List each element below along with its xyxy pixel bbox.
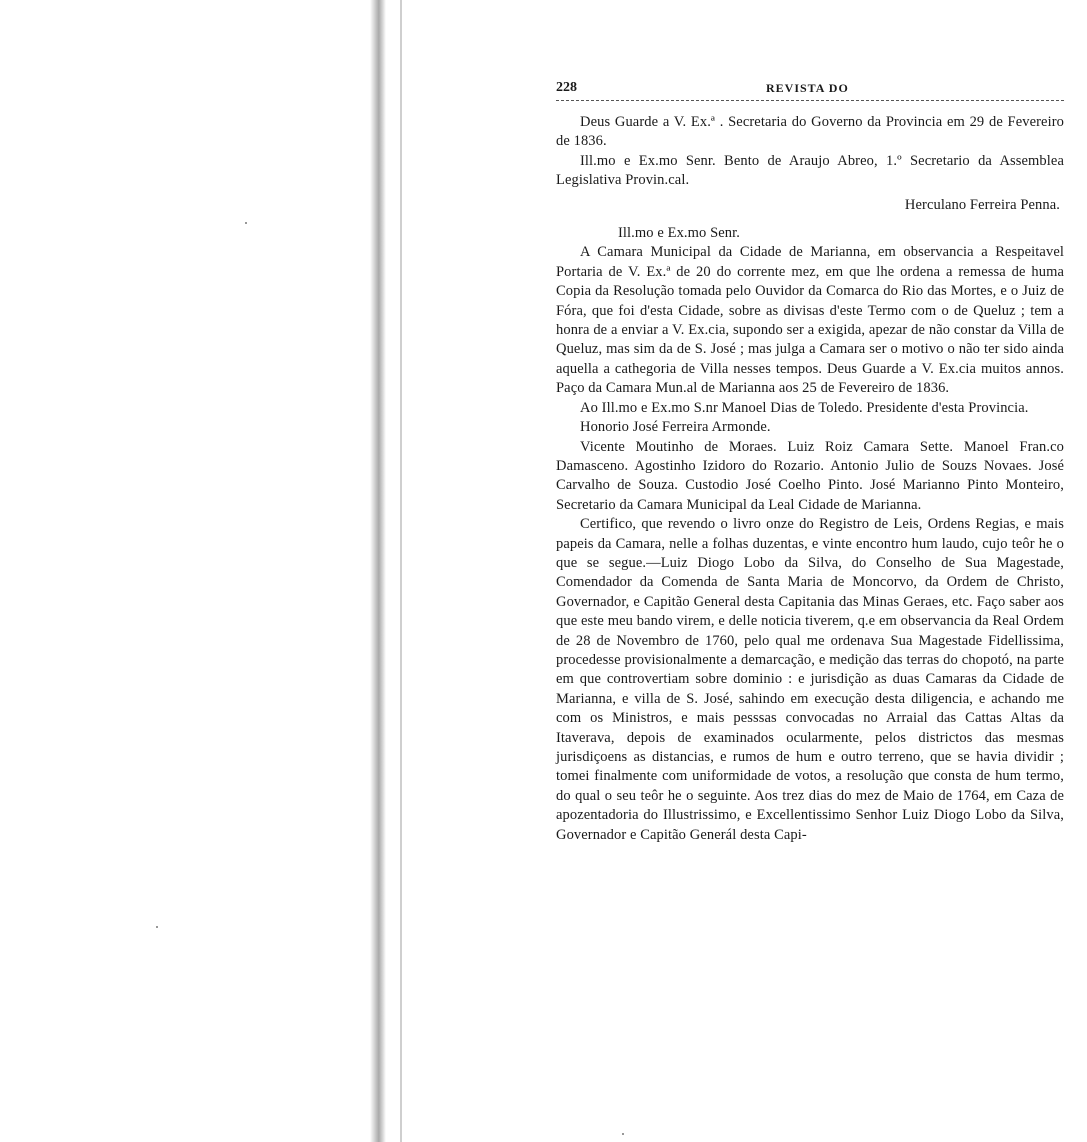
paper-speck	[622, 1133, 624, 1135]
left-blank-page	[0, 0, 400, 1142]
paper-speck	[245, 222, 247, 224]
right-page	[556, 78, 1064, 845]
paragraph-certificate: Certifico, que revendo o livro onze do Registro de Leis, Ordens Regias, e mais papeis da Camara, nelle a folhas duzentas, e vinte encontro hum laudo, cujo teôr he o que se segue.—Luiz Diogo Lobo da Silva, do Conselho de Sua Magestade, Comendador da Comenda de Santa Maria de Moncorvo, da Ordem de Christo, Governador, e Capitão General desta Capitania das Minas Geraes, etc. Faço saber aos que este meu bando virem, e delle noticia tiverem, q.e em observancia da Real Ordem de 28 de Novembro de 1760, pelo qual me ordenava Sua Magestade Fidellissima, procedesse provisionalmente a demarcação, e medição das terras do chopotó, na parte em que controvertiam sobre dominio : e jurisdição as duas Camaras da Cidade de Marianna, e villa de S. José, sahindo em execução desta diligencia, e achando me com os Ministros, e mais pesssas convocadas no Arraial das Cattas Altas da Itaverava, depois de examinados ocularmente, pelos districtos das mesmas jurisdiçoens as distancias, e rumos de hum e outro terreno, que se havia dividir ; tomei finalmente com uniformidade de votos, a resolução que consta de hum termo, do qual o seu teôr he o seguinte. Aos trez dias do mez de Maio de 1764, em Caza de apozentadoria do Illustrissimo, e Excellentissimo Senhor Luiz Diogo Lobo da Silva, Governador e Capitão Generál desta Capi-	[556, 516, 1064, 843]
journal-title: REVISTA DO	[766, 81, 849, 95]
paragraph-camara-letter: A Camara Municipal da Cidade de Marianna, em observancia a Respeitavel Portaria de V. Ex.ª de 20 do corrente mez, em que lhe ordena a remessa de huma Copia da Resolução tomada pelo Ouvidor da Comarca do Rio das Mortes, e o Juiz de Fóra, que foi d'esta Cidade, sobre as divisas d'este Termo com o de Queluz ; tem a honra de a enviar a V. Ex.cia, supondo ser a exigida, apezar de não constar da Villa de Queluz, mas sim da de S. José ; mas julga a Camara ser o motivo o não ter sido ainda aquella a cathegoria de Villa nesses tempos. Deus Guarde a V. Ex.cia muitos annos. Paço da Camara Mun.al de Marianna aos 25 de Fevereiro de 1836.	[556, 244, 1064, 397]
paragraph-signatories: Vicente Moutinho de Moraes. Luiz Roiz Camara Sette. Manoel Fran.co Damasceno. Agostinho Izidoro do Rozario. Antonio Julio de Souzs Novaes. José Carvalho de Souza. Custodio José Coelho Pinto. José Marianno Pinto Monteiro, Secretario da Camara Municipal da Leal Cidade de Marianna.	[556, 438, 1064, 513]
signature-herculano: Herculano Ferreira Penna.	[904, 196, 1060, 213]
paragraph-addressee-toledo: Ao Ill.mo e Ex.mo S.nr Manoel Dias de Toledo. Presidente d'esta Provincia.	[580, 399, 1029, 416]
book-gutter-line	[400, 0, 402, 1142]
running-head	[556, 78, 1064, 98]
paragraph-closing-secretaria: Deus Guarde a V. Ex.ª . Secretaria do Governo da Provincia em 29 de Fevereiro de 1836.	[556, 114, 1064, 150]
salutation: Ill.mo e Ex.mo Senr.	[618, 225, 741, 242]
page-number: 228	[556, 80, 577, 95]
book-binding-shadow	[370, 0, 386, 1142]
body-text	[556, 113, 1064, 845]
paragraph-addressee-bento: Ill.mo e Ex.mo Senr. Bento de Araujo Abreo, 1.º Secretario da Assemblea Legislativa Provin.cal.	[556, 152, 1064, 189]
paper-speck	[156, 926, 158, 928]
signature-honorio: Honorio José Ferreira Armonde.	[580, 419, 771, 436]
header-rule	[556, 100, 1064, 101]
